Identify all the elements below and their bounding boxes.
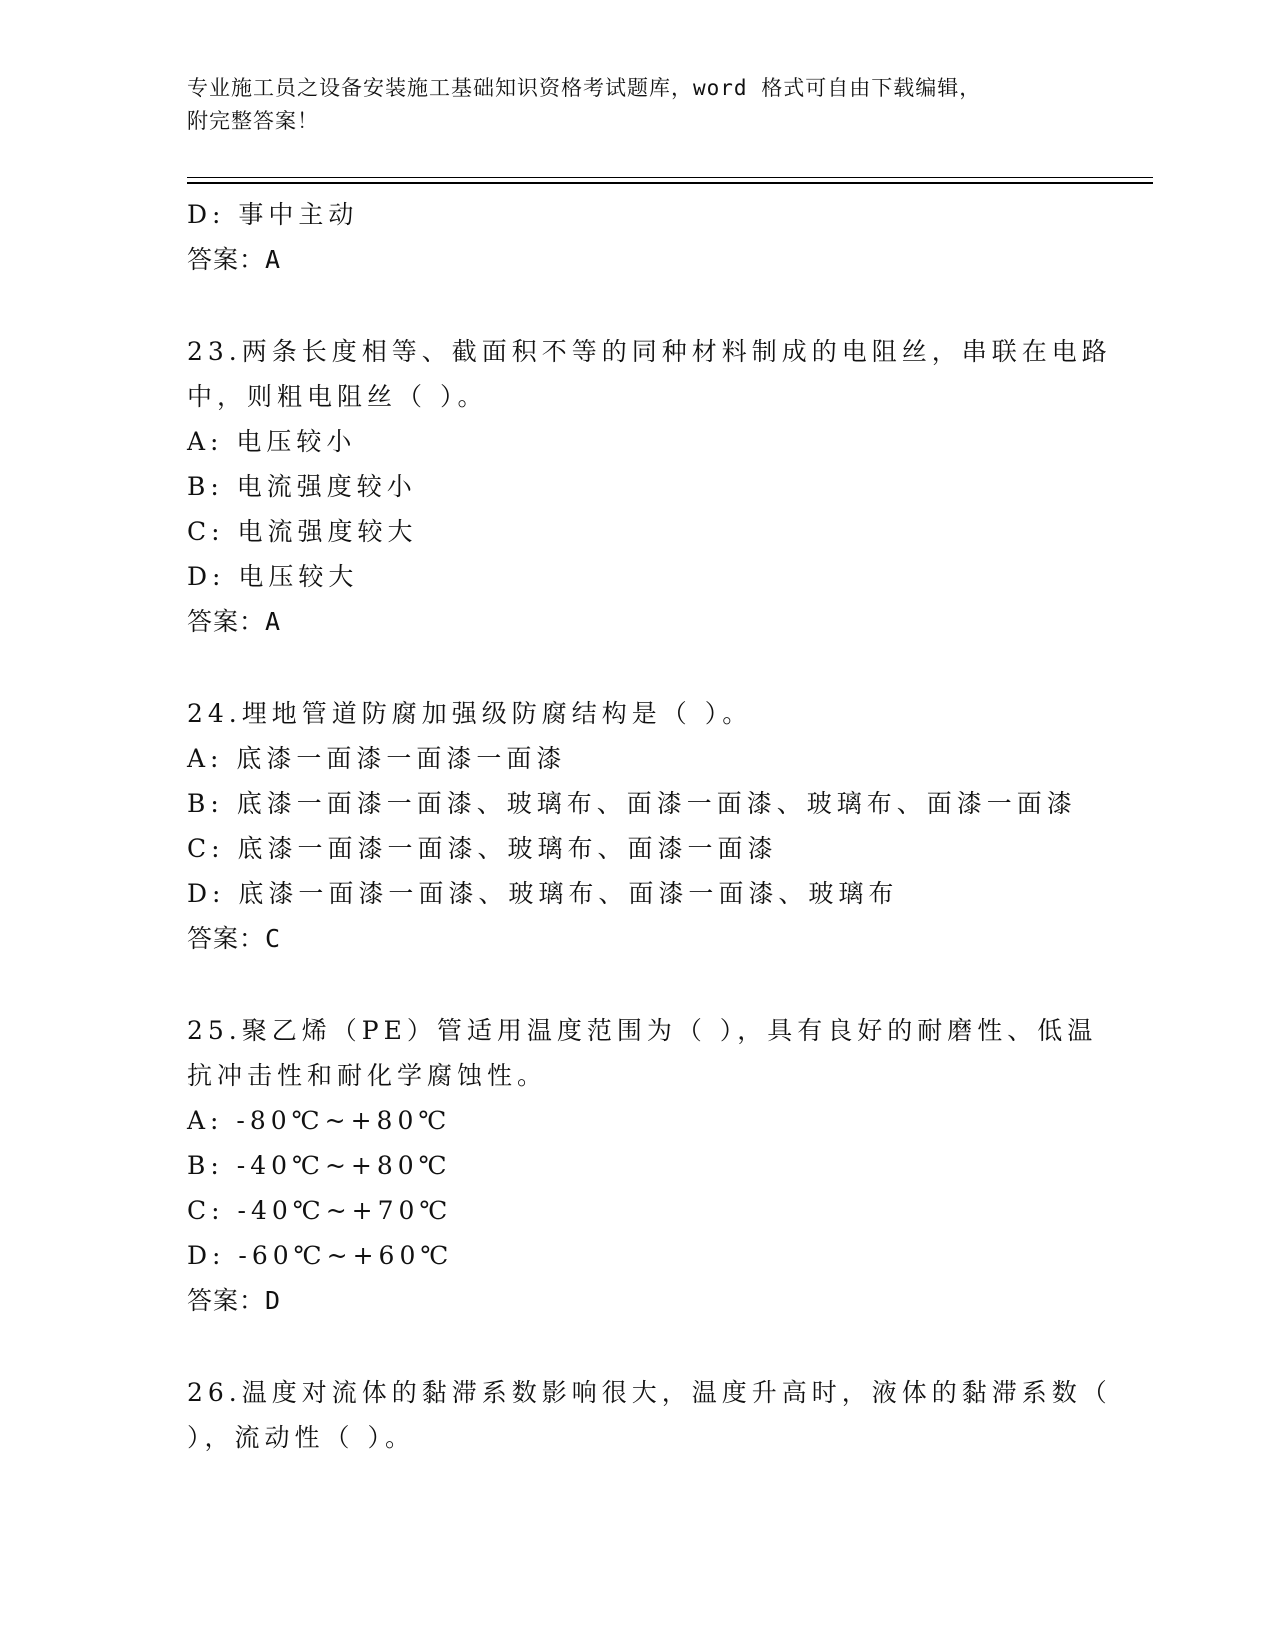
question-stem: 23.两条长度相等、截面积不等的同种材料制成的电阻丝，串联在电路: [187, 337, 1112, 366]
question-list: [187, 192, 1112, 1460]
option-d: D: 事中主动: [187, 200, 359, 229]
option-c: C: 电流强度较大: [187, 517, 418, 546]
option-d: D: -60℃~+60℃: [187, 1241, 454, 1270]
question-stem-continued: ），流动性（ ）。: [187, 1423, 415, 1452]
question-25: [187, 1008, 1098, 1323]
question-stem-continued: 抗冲击性和耐化学腐蚀性。: [187, 1061, 548, 1090]
spacer: [187, 282, 1087, 329]
option-a: A: -80℃~+80℃: [187, 1106, 452, 1135]
question-stem: 26.温度对流体的黏滞系数影响很大，温度升高时，液体的黏滞系数（: [187, 1378, 1112, 1407]
option-a: A: 电压较小: [187, 427, 357, 456]
header-divider-thick: [187, 182, 1153, 184]
option-b: B: 底漆一面漆一面漆、玻璃布、面漆一面漆、玻璃布、面漆一面漆: [187, 789, 1077, 818]
header-line-1: 专业施工员之设备安装施工基础知识资格考试题库，word 格式可自由下载编辑，: [187, 76, 982, 100]
question-26: [187, 1370, 1112, 1460]
option-d: D: 底漆一面漆一面漆、玻璃布、面漆一面漆、玻璃布: [187, 879, 899, 908]
option-a: A: 底漆一面漆一面漆一面漆: [187, 744, 567, 773]
question-stem: 24.埋地管道防腐加强级防腐结构是（ ）。: [187, 699, 753, 728]
question-22-tail: [187, 192, 1087, 282]
answer-line: 答案：A: [187, 245, 282, 274]
question-stem-continued: 中，则粗电阻丝（ ）。: [187, 382, 488, 411]
option-c: C: 底漆一面漆一面漆、玻璃布、面漆一面漆: [187, 834, 778, 863]
spacer: [187, 961, 1087, 1008]
option-b: B: 电流强度较小: [187, 472, 417, 501]
question-stem: 25.聚乙烯（PE）管适用温度范围为（ ），具有良好的耐磨性、低温: [187, 1016, 1098, 1045]
answer-line: 答案：A: [187, 607, 282, 636]
option-c: C: -40℃~+70℃: [187, 1196, 453, 1225]
header-divider-thin: [187, 177, 1153, 178]
spacer: [187, 1323, 1087, 1370]
option-d: D: 电压较大: [187, 562, 359, 591]
document-header: [187, 72, 1067, 138]
answer-line: 答案：C: [187, 924, 282, 953]
header-line-2: 附完整答案！: [187, 109, 319, 133]
answer-line: 答案：D: [187, 1286, 282, 1315]
option-b: B: -40℃~+80℃: [187, 1151, 452, 1180]
question-24: [187, 691, 1087, 961]
spacer: [187, 644, 1087, 691]
question-23: [187, 329, 1112, 644]
